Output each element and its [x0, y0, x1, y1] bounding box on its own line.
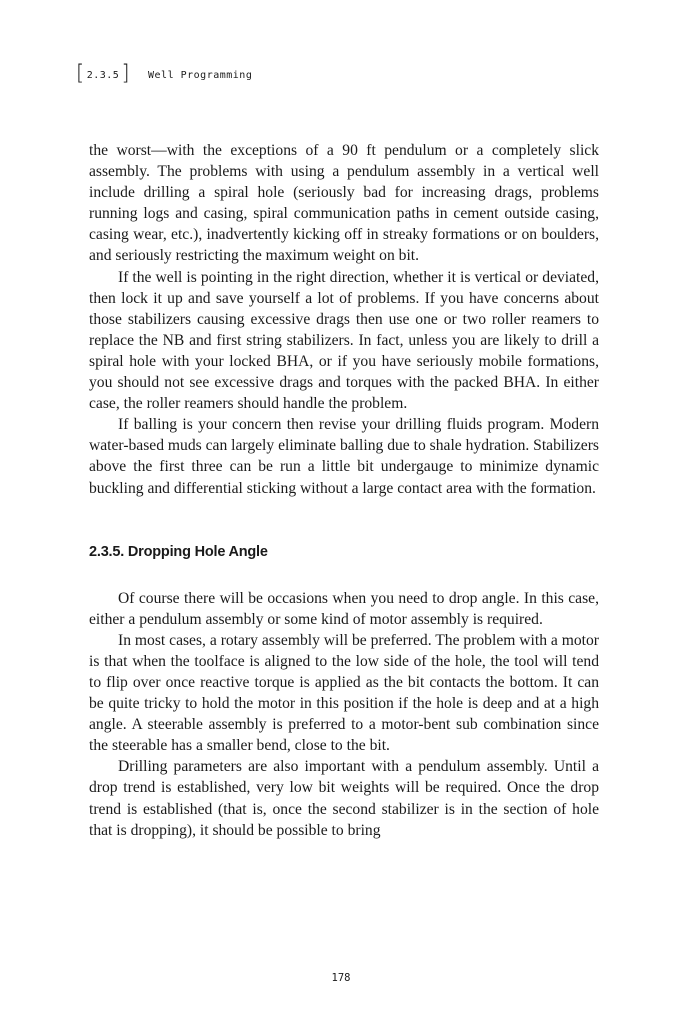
body-text	[89, 140, 599, 841]
paragraph: Of course there will be occasions when you need to drop angle. In this case, either a pendulum assembly or some kind of motor assembly is required.	[89, 589, 599, 628]
paragraph: In most cases, a rotary assembly will be preferred. The problem with a motor is that when the toolface is aligned to the low side of the hole, the tool will tend to flip over once reactive torque is applied as the bit contacts the bottom. It can be quite tricky to hold the motor in this position if the hole is deep and at a high angle. A steerable assembly is preferred to a motor-bent sub combination since the steerable has a smaller bend, close to the bit.	[89, 631, 599, 755]
paragraph-continued: the worst—with the exceptions of a 90 ft pendulum or a completely slick assembly. The problems with using a pendulum assembly in a vertical well include drilling a spiral hole (seriously bad for increasing drags, problems running logs and casing, spiral communication paths in cement outside casing, casing wear, etc.), inadvertently kicking off in streaky formations or on boulders, and seriously restricting the maximum weight on bit.	[89, 142, 599, 265]
running-head	[76, 61, 253, 85]
running-head-section-number: 2.3.5	[86, 69, 120, 81]
page-number: 178	[331, 972, 351, 984]
section-heading: 2.3.5. Dropping Hole Angle	[89, 543, 268, 560]
bracket-open: [	[76, 61, 85, 85]
paragraph: Drilling parameters are also important with a pendulum assembly. Until a drop trend is established, very low bit weights will be required. Once the drop trend is established (that is, once the second stabilizer is in the section of hole that is dropping), it should be possible to bring	[89, 758, 599, 839]
paragraph: If balling is your concern then revise your drilling fluids program. Modern water-based muds can largely eliminate balling due to shale hydration. Stabilizers above the first three can be run a little bit undergauge to minimize dynamic buckling and differential sticking without a large contact area with the formation.	[89, 416, 599, 497]
running-head-title: Well Programming	[148, 69, 253, 81]
bracket-close: ]	[121, 61, 131, 85]
paragraph: If the well is pointing in the right direction, whether it is vertical or deviated, then lock it up and save yourself a lot of problems. If you have concerns about those stabilizers causing excessive drags then use one or two roller reamers to replace the NB and first string stabilizers. In fact, unless you are likely to drill a spiral hole with your locked BHA, or if you have seriously mobile formations, you should not see excessive drags and torques with the packed BHA. In either case, the roller reamers should handle the problem.	[89, 268, 599, 413]
